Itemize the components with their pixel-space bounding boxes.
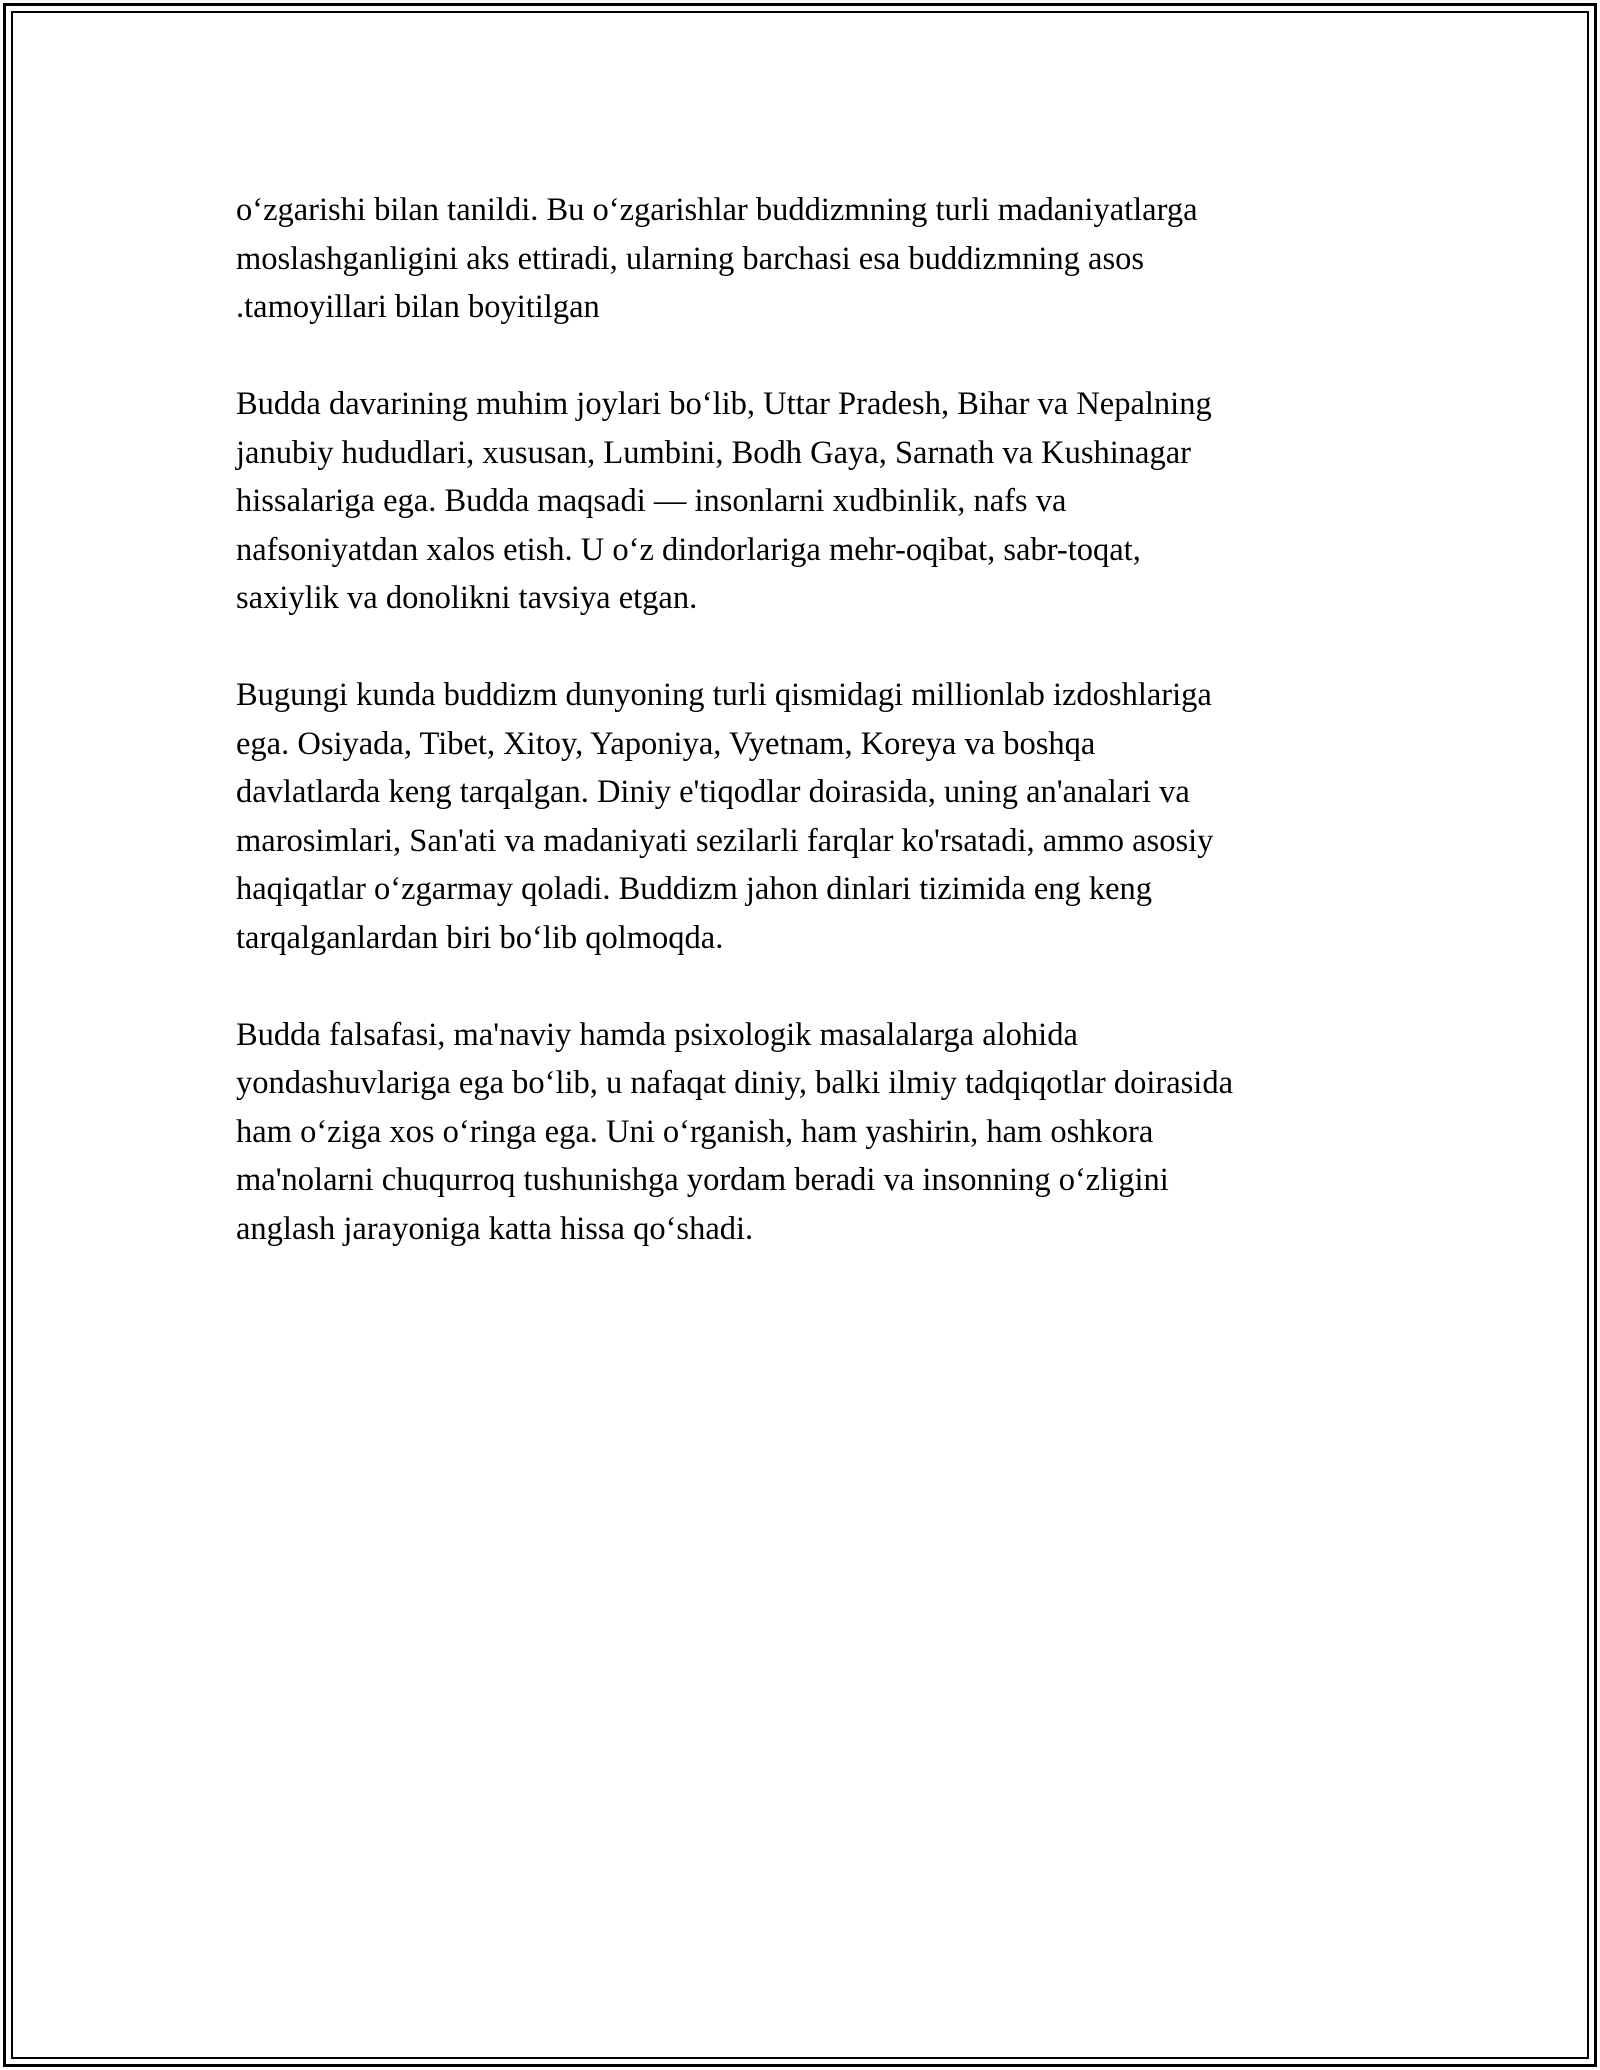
text-line: anglash jarayoniga katta hissa qo‘shadi.	[236, 1210, 754, 1247]
text-line: o‘zgarishi bilan tanildi. Bu o‘zgarishlar buddizmning turli madaniyatlarga	[236, 192, 1198, 228]
text-line: yondashuvlariga ega bo‘lib, u nafaqat diniy, balki ilmiy tadqiqotlar doirasida	[236, 1065, 1234, 1101]
text-line: ega. Osiyada, Tibet, Xitoy, Yaponiya, Vyetnam, Koreya va boshqa	[236, 725, 1096, 762]
text-line: marosimlari, San'ati va madaniyati sezilarli farqlar ko'rsatadi, ammo asosiy	[236, 822, 1214, 859]
paragraph-1	[236, 186, 1396, 332]
text-line: ma'nolarni chuqurroq tushunishga yordam beradi va insonning o‘zligini	[236, 1162, 1169, 1198]
text-line: janubiy hududlari, xususan, Lumbini, Bodh Gaya, Sarnath va Kushinagar	[236, 434, 1191, 471]
paragraph-2	[236, 380, 1396, 623]
text-line: nafsoniyatdan xalos etish. U o‘z dindorlariga mehr-oqibat, sabr-toqat,	[236, 531, 1141, 568]
paragraph-4	[236, 1011, 1396, 1254]
text-line: tarqalganlardan biri bo‘lib qolmoqda.	[236, 919, 724, 956]
text-line: ham o‘ziga xos o‘ringa ega. Uni o‘rganish, ham yashirin, ham oshkora	[236, 1113, 1154, 1150]
text-line: Budda davarining muhim joylari bo‘lib, Uttar Pradesh, Bihar va Nepalning	[236, 386, 1212, 422]
text-line: Budda falsafasi, ma'naviy hamda psixologik masalalarga alohida	[236, 1016, 1078, 1053]
text-line: saxiylik va donolikni tavsiya etgan.	[236, 580, 698, 616]
text-line: haqiqatlar o‘zgarmay qoladi. Buddizm jahon dinlari tizimida eng keng	[236, 871, 1153, 907]
paragraph-3	[236, 671, 1396, 962]
text-line: davlatlarda keng tarqalgan. Diniy e'tiqodlar doirasida, uning an'analari va	[236, 774, 1190, 810]
document-body	[236, 186, 1396, 1302]
text-line: hissalariga ega. Budda maqsadi — insonlarni xudbinlik, nafs va	[236, 483, 1067, 519]
text-line: .tamoyillari bilan boyitilgan	[236, 289, 600, 325]
text-line: Bugungi kunda buddizm dunyoning turli qismidagi millionlab izdoshlariga	[236, 677, 1212, 713]
text-line: moslashganligini aks ettiradi, ularning barchasi esa buddizmning asos	[236, 240, 1145, 277]
